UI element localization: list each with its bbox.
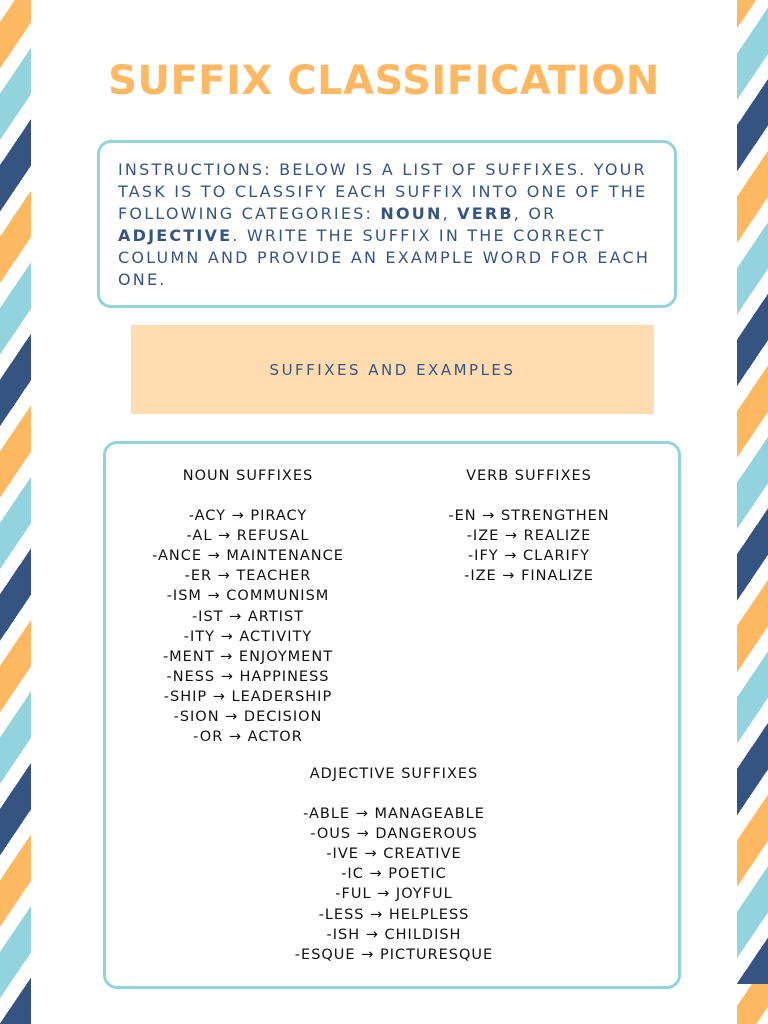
instructions-text: INSTRUCTIONS: BELOW IS A LIST OF SUFFIXES. YOUR TASK IS TO CLASSIFY EACH SUFFIX INTO ONE OF THE FOLLOWING CATEGORIES: [118, 160, 648, 223]
verb-suffixes-heading: VERB SUFFIXES [466, 468, 592, 484]
noun-suffix-item: -ACY → PIRACY [188, 508, 308, 525]
noun-keyword: NOUN [380, 204, 443, 223]
noun-suffix-item: -ITY → ACTIVITY [183, 628, 313, 645]
adjective-suffix-item: -IVE → CREATIVE [326, 846, 462, 863]
instructions-separator: , [442, 204, 458, 223]
noun-suffixes-column [120, 466, 376, 747]
section-banner-label: SUFFIXES AND EXAMPLES [269, 360, 516, 379]
noun-suffixes-heading: NOUN SUFFIXES [182, 468, 314, 484]
instructions-separator: , OR [513, 204, 557, 223]
page-title: SUFFIX CLASSIFICATION [108, 58, 660, 104]
instructions-text: . WRITE THE SUFFIX IN THE CORRECT COLUMN AND PROVIDE AN EXAMPLE WORD FOR EACH ONE. [118, 226, 651, 289]
adjective-suffix-item: -OUS → DANGEROUS [310, 826, 478, 843]
adjective-suffix-item: -IC → POETIC [341, 866, 447, 883]
adjective-suffixes-heading: ADJECTIVE SUFFIXES [309, 766, 479, 782]
noun-suffix-item: -NESS → HAPPINESS [166, 668, 330, 685]
verb-suffix-item: -EN → STRENGTHEN [448, 508, 610, 525]
adjective-suffix-item: -ESQUE → PICTURESQUE [294, 946, 494, 963]
adjective-suffix-item: -LESS → HELPLESS [318, 906, 470, 923]
instructions-box [97, 140, 677, 308]
noun-suffix-item: -SHIP → LEADERSHIP [163, 688, 333, 705]
noun-suffix-item: -SION → DECISION [173, 709, 323, 726]
noun-suffix-item: -ANCE → MAINTENANCE [152, 548, 344, 565]
noun-suffix-item: -ISM → COMMUNISM [166, 588, 330, 605]
verb-suffix-item: -IFY → CLARIFY [467, 548, 591, 565]
adjective-suffix-item: -FUL → JOYFUL [335, 886, 453, 903]
section-banner [131, 325, 654, 414]
noun-suffix-item: -MENT → ENJOYMENT [162, 648, 334, 665]
verb-suffixes-column [402, 466, 656, 586]
verb-suffix-item: -IZE → FINALIZE [464, 568, 594, 585]
adjective-suffix-item: -ABLE → MANAGEABLE [303, 806, 485, 823]
noun-suffix-item: -ER → TEACHER [184, 568, 312, 585]
adjective-suffix-item: -ISH → CHILDISH [326, 926, 462, 943]
right-stripe-border [737, 0, 768, 1024]
noun-suffix-item: -IST → ARTIST [191, 608, 305, 625]
noun-suffix-item: -OR → ACTOR [193, 729, 303, 746]
verb-suffix-item: -IZE → REALIZE [466, 528, 592, 545]
adjective-keyword: ADJECTIVE [118, 226, 233, 245]
left-stripe-border [0, 0, 31, 1024]
verb-keyword: VERB [457, 204, 514, 223]
adjective-suffixes-column [244, 764, 544, 965]
noun-suffix-item: -AL → REFUSAL [186, 528, 310, 545]
